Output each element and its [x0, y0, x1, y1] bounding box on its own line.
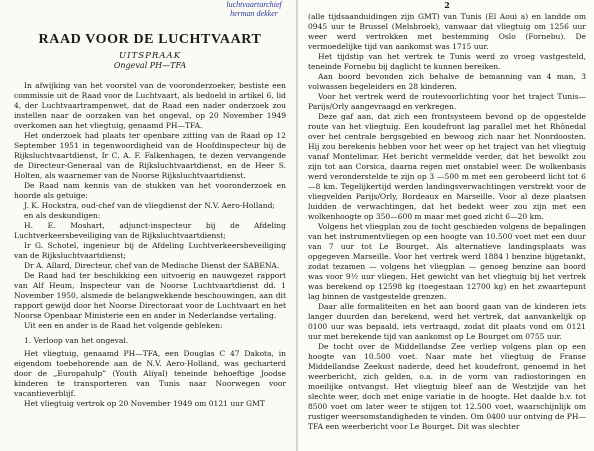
- paragraph: Het vliegtuig vertrok op 20 November 1949 om 0121 uur GMT: [24, 399, 265, 408]
- paragraph: De tocht over de Middellandse Zee verliep volgens plan op een hoogte van 10.500 voet. Naar mate het vliegtuig de Franse Middellandse Zeekust naderde, deed het koudefront, genoemd in het weerbericht, zich gelden, o.a. in de vorm van radiostoringen en moeilijke ontvangst. Het vliegtuig bleef aan de Westzijde van het slechte weer, doch met enige variatie in de hoogte. Het daalde b.v. tot 8500 voet om later weer te stijgen tot 12.500 voet, waarschijnlijk om rustiger weersomstandigheden te vinden. Om 0400 uur ontving de PH—TFA een weerbericht voor Le Bourget. Dit was slechter: [308, 342, 586, 431]
- witness-item: J. K. Hockstra, oud-chef van de vliegdienst der N.V. Aero-Holland;: [24, 201, 275, 210]
- document-subtitle: UITSPRAAK: [118, 51, 182, 61]
- archive-stamp: [214, 0, 294, 18]
- section-heading: 1. Verloop van het ongeval.: [24, 336, 129, 345]
- paragraph: Daar alle formaliteiten en het aan boord gaan van de kinderen iets langer duurden dan berekend, werd het vertrek, dat aanvankelijk op 0100 uur was bepaald, iets vertraagd, zodat dit plaats vond om 0121 uur met berekende tijd van aankomst op Le Bourget om 0755 uur.: [308, 302, 586, 341]
- paragraph: Uit een en ander is de Raad het volgende gebleken:: [24, 321, 223, 330]
- paragraph: Volgens het vliegplan zou de tocht geschieden volgens de bepalingen van het instrumentvliegen op een hoogte van 10.500 voet met een duur van 7 uur tot Le Bourget. Als alternatieve landingsplaats was opgegeven Marseille. Voor het vertrek werd 1884 l benzine bijgetankt, zodat tezamen — volgens het vliegplan — genoeg benzine aan boord was voor 9½ uur vliegen. Het gewicht van het vliegtuig bij het vertrek was berekend op 12598 kg (toegestaan 12700 kg) en het zwaartepunt lag binnen de vastgestelde grenzen.: [308, 222, 586, 301]
- page-number: 2: [444, 0, 450, 10]
- paragraph: Voor het vertrek werd de routevoorlichting voor het traject Tunis—Parijs/Orly aangevraagd en verkregen.: [308, 92, 586, 111]
- stamp-line-1: luchtvaartarchief: [226, 0, 282, 9]
- document-title: RAAD VOOR DE LUCHTVAART: [38, 32, 262, 47]
- paragraph: Het onderzoek had plaats ter openbare zitting van de Raad op 12 September 1951 in tegenwoordigheid van de Hoofdinspecteur bij de Rijksluchtvaartdienst, Ir C. A. F. Falkenhagen, te dezen vervangende de Directeur-Generaal van de Rijksluchtvaartdienst, en de Heer S. Holten, als waarnemer van de Noorse Rijksluchtvaartdienst.: [14, 131, 286, 180]
- paragraph: De Raad nam kennis van de stukken van het vooronderzoek en hoorde als getuige:: [14, 181, 286, 200]
- right-page: [298, 0, 594, 451]
- paragraph: In afwijking van het voorstel van de vooronderzoeker, bestiste een commissie uit de Raad voor de Luchtvaart, als bedoeld in artikel 6, lid 4, der Luchtvaartrampenwet, dat de Raad een nader onderzoek zou instellen naar de oorzaken van het ongeval, op 20 November 1949 overkomen aan het vliegtuig, genaamd PH—TFA.: [14, 81, 286, 130]
- paragraph: (alle tijdsaanduidingen zijn GMT) van Tunis (El Aoui a) en landde om 0945 uur te Brussel (Melsbroek), vanwaar dat vliegtuig om 1256 uur weer werd vertrokken met bestemming Oslo (Fornebu). De vermoedelijke tijd van aankomst was 1715 uur.: [308, 12, 586, 51]
- paragraph: Aan boord bevonden zich behalve de bemanning van 4 man, 3 volwassen begeleiders en 28 kinderen.: [308, 72, 586, 91]
- paragraph: Het tijdstip van het vertrek te Tunis werd zo vroeg vastgesteld, teneinde Fornebu bij daglicht te kunnen bereiken.: [308, 52, 586, 71]
- expert-item: Dr A. Allard, Directeur, chef van de Medische Dienst der SABENA.: [24, 261, 280, 270]
- stamp-line-2: herman dekker: [230, 9, 278, 18]
- paragraph: en als deskundigen:: [24, 211, 101, 220]
- expert-item: Ir G. Schotel, ingenieur bij de Afdeling Luchtverkeersbeveiliging van de Rijksluchtvaartdienst;: [14, 241, 286, 260]
- expert-item: H. E. Moshart, adjunct-inspecteur bij de Afdeling Luchtverkeersbeveiliging van de Rijksluchtvaartdienst;: [14, 221, 286, 240]
- document-subject: Ongeval PH—TFA: [113, 61, 187, 70]
- paragraph: Deze gaf aan, dat zich een frontsysteem bevond op de opgestelde route van het vliegtuig. Een koudefront lag parallel met het Rhônedal over het centrale bergsgebied en bewoog zich naar het Noordoosten. Hij zou berekenis hebben voor het weer op het traject van het vliegtuig vanaf Montelimar. Het bericht vermeldde verder, dat het bewolkt zou zijn tot aan Corsica, daarna regen met onstabiel weer. De wolkenbasis werd veronderstelde te zijn op 3 —500 m met een gerobeerd licht tot 6—8 km. Tegelijkertijd werden landingsverwachtingen verstrekt voor de vliegvelden Parijs/Orly, Bordeaux en Marseille. Voor al deze plaatsen luidden de verwachtingen, dat het bedekt weer zou zijn met een wolkenhoogte op 350—600 m maar met goed zicht 6—20 km.: [308, 112, 586, 221]
- left-page: [0, 0, 296, 451]
- paragraph: Het vliegtuig, genaamd PH—TFA, een Douglas C 47 Dakota, in eigendom toebehorende aan de N.V. Aero-Holland, was gecharterd door de „Europahulp” (Youth Aliyal) teneinde behoeftige Joodse kinderen te transporteren van Tunis naar Noorwegen voor vacantieverblijf.: [14, 349, 286, 398]
- paragraph: De Raad had ter beschikking een uitvoerig en nauwgezet rapport van Alf Heum, Inspecteur van de Noorse Luchtvaartdienst dd. 1 November 1950, alsmede de belangwekkende beschouwingen, aan dit rapport gewijd door het Noorse Directoraat voor de Luchtvaart en het Noorse Openbaar Ministerie een en ander in Nederlandse vertaling.: [14, 271, 286, 320]
